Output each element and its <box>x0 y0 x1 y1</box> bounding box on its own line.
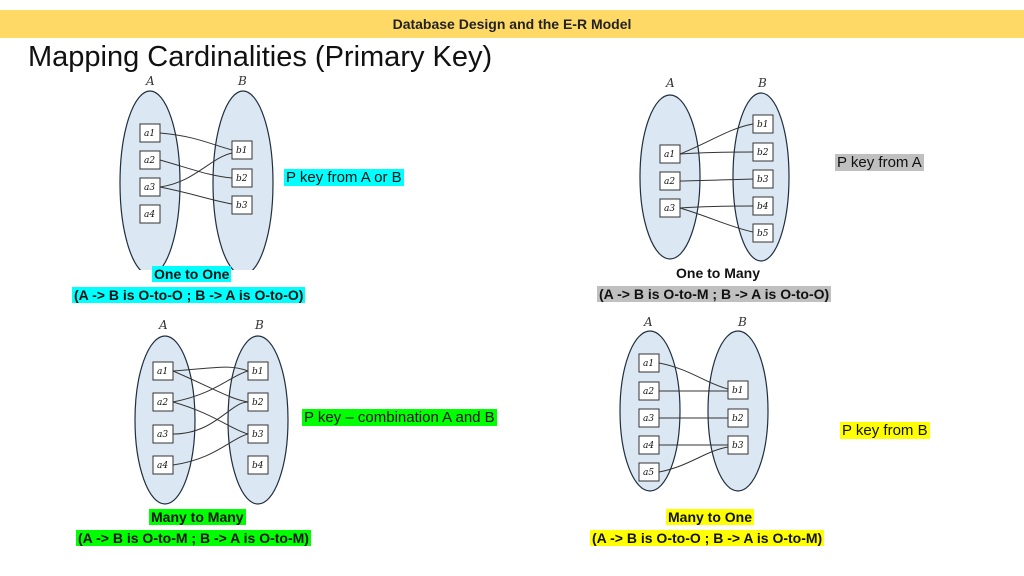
node-a2 <box>153 393 173 411</box>
node-b1 <box>753 115 773 133</box>
svg-text:a1: a1 <box>157 367 169 377</box>
svg-text:a1: a1 <box>643 359 655 369</box>
set-a-label: A <box>146 74 155 88</box>
caption-many-to-one-desc: (A -> B is O-to-O ; B -> A is O-to-M) <box>592 530 823 546</box>
caption-one-to-one-desc: (A -> B is O-to-O ; B -> A is O-to-O) <box>74 287 304 303</box>
caption-one-to-many-desc: (A -> B is O-to-M ; B -> A is O-to-O) <box>599 286 830 302</box>
node-a1 <box>660 145 680 163</box>
svg-text:b3: b3 <box>757 175 769 185</box>
svg-text:a5: a5 <box>643 468 655 478</box>
svg-text:b3: b3 <box>252 430 264 440</box>
node-a1 <box>639 354 659 372</box>
caption-many-to-many-title: Many to Many <box>151 509 244 525</box>
caption-one-to-many-title: One to Many <box>676 265 761 281</box>
node-b4 <box>248 456 268 474</box>
diagram-many-to-many <box>125 314 305 514</box>
node-a2 <box>660 172 680 190</box>
svg-text:a2: a2 <box>643 387 655 397</box>
note-many-to-many: P key – combination A and B <box>304 409 495 426</box>
node-a5 <box>639 463 659 481</box>
svg-text:b1: b1 <box>732 386 744 396</box>
svg-text:b4: b4 <box>252 461 264 471</box>
caption-many-to-many-desc: (A -> B is O-to-M ; B -> A is O-to-M) <box>78 530 309 546</box>
diagram-one-to-one <box>110 70 290 270</box>
node-b3 <box>728 436 748 454</box>
note-one-to-one: P key from A or B <box>286 169 402 186</box>
many-to-many-svg <box>125 314 305 514</box>
slide-title: Mapping Cardinalities (Primary Key) <box>28 41 493 73</box>
svg-text:b4: b4 <box>757 202 769 212</box>
set-b-label: B <box>758 76 767 90</box>
one-to-many-svg <box>630 72 800 262</box>
header-title: Database Design and the E-R Model <box>392 16 632 32</box>
note-one-to-many: P key from A <box>837 154 922 171</box>
set-a-ellipse <box>135 336 195 504</box>
node-b3 <box>232 196 252 214</box>
svg-text:b3: b3 <box>236 201 248 211</box>
node-a3 <box>660 199 680 217</box>
svg-text:b1: b1 <box>252 367 264 377</box>
node-a3 <box>639 409 659 427</box>
svg-text:a2: a2 <box>157 398 169 408</box>
svg-text:a2: a2 <box>144 156 156 166</box>
note-many-to-one: P key from B <box>842 422 928 439</box>
header-bar <box>0 10 1024 38</box>
svg-text:a4: a4 <box>643 441 655 451</box>
node-b2 <box>728 409 748 427</box>
set-b-label: B <box>255 318 264 332</box>
node-a2 <box>140 151 160 169</box>
svg-text:b3: b3 <box>732 441 744 451</box>
svg-text:a2: a2 <box>664 177 676 187</box>
set-b-label: B <box>238 74 247 88</box>
node-a1 <box>140 124 160 142</box>
node-b4 <box>753 197 773 215</box>
node-b1 <box>232 141 252 159</box>
svg-text:b2: b2 <box>757 148 769 158</box>
set-b-ellipse <box>228 336 288 504</box>
svg-text:b2: b2 <box>252 398 264 408</box>
svg-text:b2: b2 <box>236 174 248 184</box>
svg-text:a1: a1 <box>144 129 156 139</box>
node-a2 <box>639 382 659 400</box>
node-b2 <box>248 393 268 411</box>
node-b1 <box>728 381 748 399</box>
node-b2 <box>232 169 252 187</box>
diagram-many-to-one <box>610 311 790 501</box>
node-a3 <box>153 425 173 443</box>
node-a4 <box>140 205 160 223</box>
set-a-label: A <box>644 315 653 329</box>
svg-text:a3: a3 <box>664 204 676 214</box>
svg-text:a4: a4 <box>157 461 169 471</box>
svg-text:a3: a3 <box>643 414 655 424</box>
node-b3 <box>753 170 773 188</box>
many-to-one-svg <box>610 311 790 501</box>
svg-text:b1: b1 <box>757 120 769 130</box>
set-a-label: A <box>666 76 675 90</box>
node-a4 <box>153 456 173 474</box>
set-b-label: B <box>738 315 747 329</box>
node-b2 <box>753 143 773 161</box>
one-to-one-svg <box>110 70 290 270</box>
svg-text:b1: b1 <box>236 146 248 156</box>
caption-many-to-one-title: Many to One <box>668 509 753 525</box>
node-b1 <box>248 362 268 380</box>
svg-text:a3: a3 <box>144 183 156 193</box>
node-b3 <box>248 425 268 443</box>
node-a3 <box>140 178 160 196</box>
node-a4 <box>639 436 659 454</box>
caption-one-to-one-title: One to One <box>154 266 230 282</box>
node-b5 <box>753 224 773 242</box>
node-a1 <box>153 362 173 380</box>
svg-text:a4: a4 <box>144 210 156 220</box>
svg-text:b5: b5 <box>757 229 769 239</box>
diagram-one-to-many <box>630 72 800 262</box>
svg-text:a3: a3 <box>157 430 169 440</box>
svg-text:b2: b2 <box>732 414 744 424</box>
set-a-label: A <box>159 318 168 332</box>
svg-text:a1: a1 <box>664 150 676 160</box>
